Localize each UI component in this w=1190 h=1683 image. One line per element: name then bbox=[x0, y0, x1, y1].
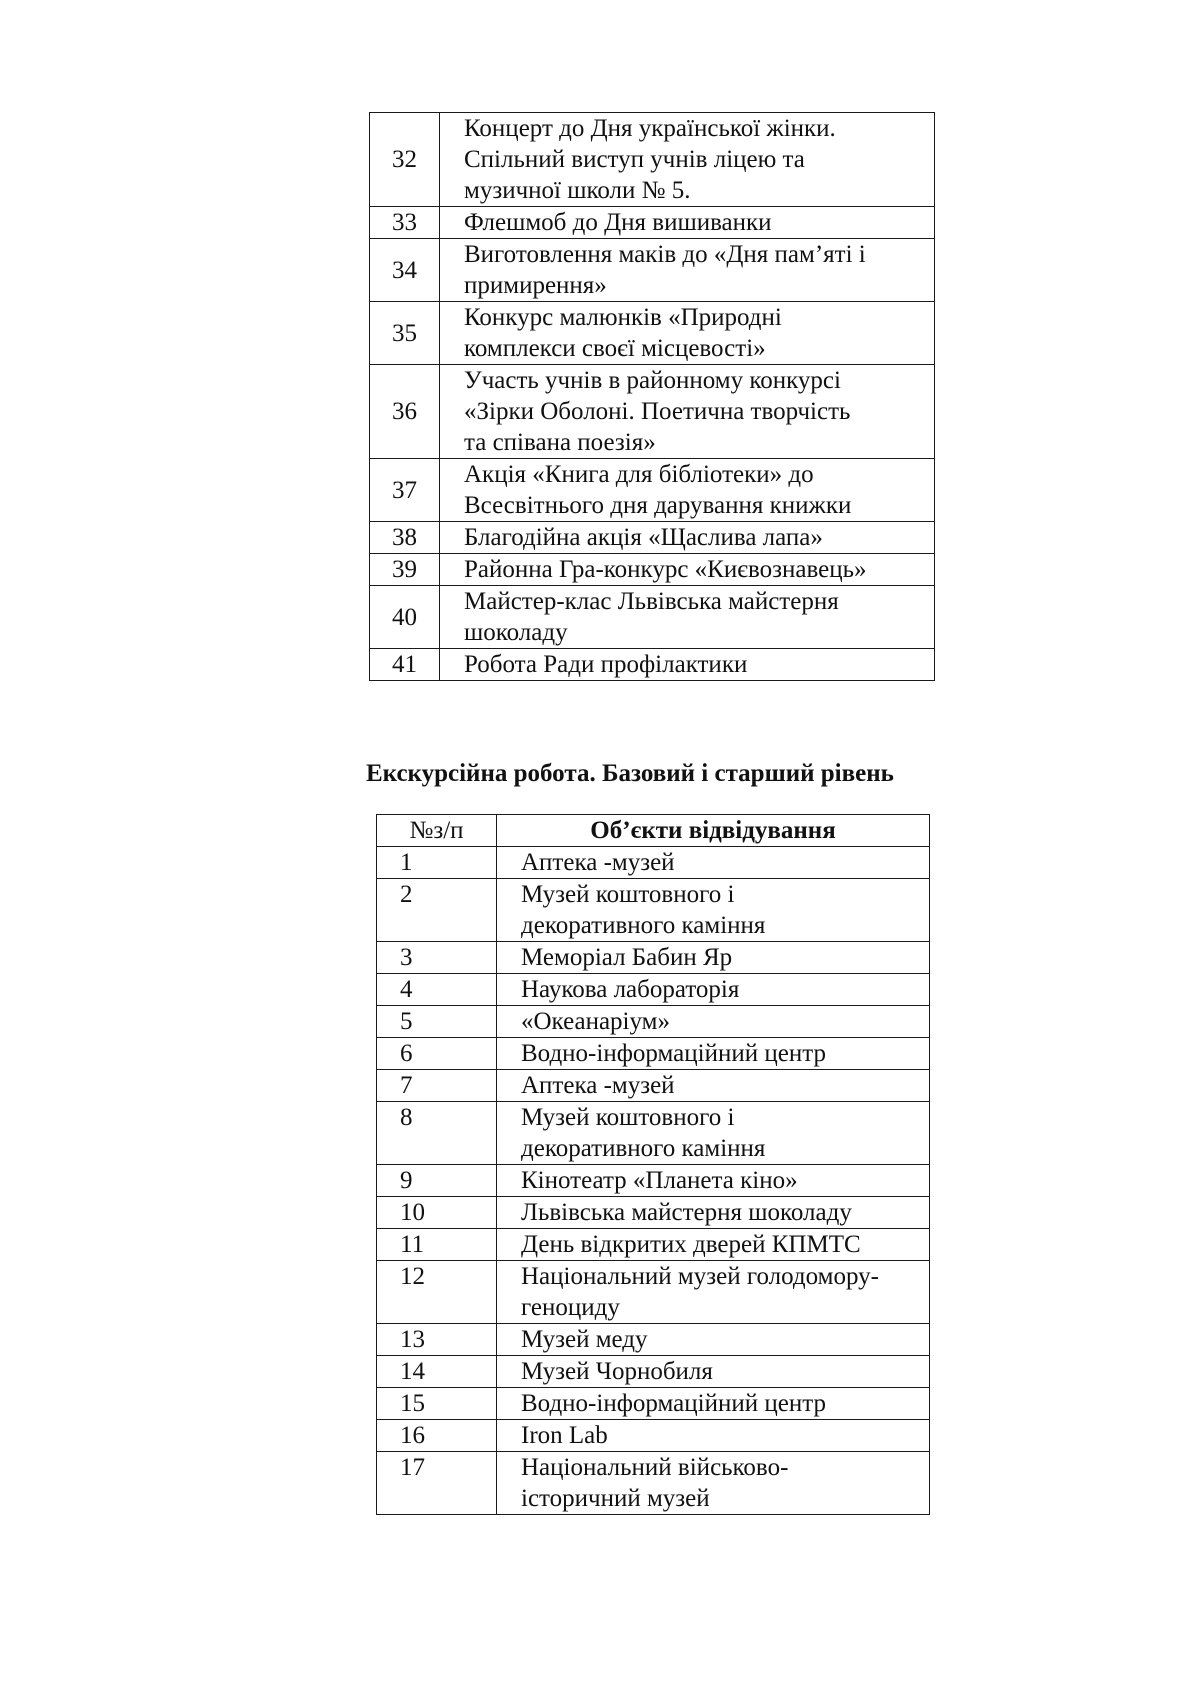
row-text bbox=[440, 554, 935, 586]
excursion-row bbox=[377, 1165, 930, 1197]
text-line: Районна Гра-конкурс «Києвознавець» bbox=[464, 556, 867, 583]
text-line: Акція «Книга для бібліотеки» до bbox=[464, 461, 814, 488]
header-row bbox=[377, 815, 930, 847]
row-text bbox=[440, 207, 935, 239]
row-text bbox=[497, 1038, 930, 1070]
row-number: 16 bbox=[377, 1420, 497, 1452]
text-line: Музей коштовного і bbox=[521, 881, 735, 908]
text-line: Музей Чорнобиля bbox=[521, 1358, 713, 1385]
row-number: 17 bbox=[377, 1452, 497, 1515]
activities-table-body bbox=[370, 113, 935, 681]
activity-row bbox=[370, 459, 935, 522]
activities-table bbox=[369, 112, 935, 681]
row-text bbox=[497, 942, 930, 974]
text-line: Музей меду bbox=[521, 1326, 648, 1353]
row-number: 15 bbox=[377, 1388, 497, 1420]
excursion-row bbox=[377, 942, 930, 974]
text-line: Благодійна акція «Щаслива лапа» bbox=[464, 524, 823, 551]
text-line: Аптека -музей bbox=[521, 1072, 675, 1099]
row-number: 11 bbox=[377, 1229, 497, 1261]
text-line: Водно-інформаційний центр bbox=[521, 1040, 826, 1067]
excursion-row bbox=[377, 1452, 930, 1515]
activity-row bbox=[370, 649, 935, 681]
excursion-row bbox=[377, 1388, 930, 1420]
row-text bbox=[497, 1356, 930, 1388]
excursion-row bbox=[377, 1102, 930, 1165]
excursion-row bbox=[377, 1070, 930, 1102]
row-number: 34 bbox=[370, 239, 440, 302]
row-number: 4 bbox=[377, 974, 497, 1006]
text-line: історичний музей bbox=[521, 1485, 710, 1512]
excursion-row bbox=[377, 879, 930, 942]
row-number: 6 bbox=[377, 1038, 497, 1070]
activity-row bbox=[370, 207, 935, 239]
excursion-row bbox=[377, 1261, 930, 1324]
text-line: Всесвітнього дня дарування книжки bbox=[464, 492, 852, 519]
activity-row bbox=[370, 113, 935, 207]
text-line: шоколаду bbox=[464, 619, 568, 646]
row-text bbox=[440, 239, 935, 302]
activity-row bbox=[370, 554, 935, 586]
text-line: геноциду bbox=[521, 1294, 620, 1321]
excursion-row bbox=[377, 1356, 930, 1388]
row-number: 36 bbox=[370, 365, 440, 459]
text-line: «Океанаріум» bbox=[521, 1008, 670, 1035]
row-number: 40 bbox=[370, 586, 440, 649]
text-line: декоративного каміння bbox=[521, 912, 766, 939]
text-line: День відкритих дверей КПМТС bbox=[521, 1231, 861, 1258]
excursion-row bbox=[377, 1324, 930, 1356]
row-number: 33 bbox=[370, 207, 440, 239]
excursions-table-body bbox=[377, 847, 930, 1515]
text-line: Виготовлення маків до «Дня пам’яті і bbox=[464, 241, 866, 268]
row-text bbox=[497, 1006, 930, 1038]
row-text bbox=[497, 1261, 930, 1324]
row-text bbox=[497, 847, 930, 879]
row-number: 5 bbox=[377, 1006, 497, 1038]
row-text bbox=[497, 974, 930, 1006]
row-number: 2 bbox=[377, 879, 497, 942]
text-line: Львівська майстерня шоколаду bbox=[521, 1199, 852, 1226]
row-text bbox=[440, 459, 935, 522]
row-number: 9 bbox=[377, 1165, 497, 1197]
row-text bbox=[497, 1165, 930, 1197]
text-line: Концерт до Дня української жінки. bbox=[464, 115, 836, 142]
excursion-row bbox=[377, 1420, 930, 1452]
excursion-row bbox=[377, 974, 930, 1006]
excursion-row bbox=[377, 1038, 930, 1070]
header-number: №з/п bbox=[377, 815, 497, 847]
activity-row bbox=[370, 365, 935, 459]
activity-row bbox=[370, 522, 935, 554]
row-text bbox=[497, 879, 930, 942]
row-number: 38 bbox=[370, 522, 440, 554]
row-number: 10 bbox=[377, 1197, 497, 1229]
row-number: 32 bbox=[370, 113, 440, 207]
text-line: «Зірки Оболоні. Поетична творчість bbox=[464, 398, 851, 425]
row-number: 1 bbox=[377, 847, 497, 879]
row-text bbox=[497, 1452, 930, 1515]
activity-row bbox=[370, 302, 935, 365]
excursions-table-header bbox=[377, 815, 930, 847]
text-line: Флешмоб до Дня вишиванки bbox=[464, 209, 772, 236]
text-line: Робота Ради профілактики bbox=[464, 651, 748, 678]
activity-row bbox=[370, 239, 935, 302]
row-text bbox=[497, 1420, 930, 1452]
row-number: 35 bbox=[370, 302, 440, 365]
row-number: 7 bbox=[377, 1070, 497, 1102]
excursion-row bbox=[377, 1197, 930, 1229]
text-line: Наукова лабораторія bbox=[521, 976, 740, 1003]
row-number: 37 bbox=[370, 459, 440, 522]
row-number: 39 bbox=[370, 554, 440, 586]
text-line: комплекси своєї місцевості» bbox=[464, 335, 766, 362]
text-line: Національний військово- bbox=[521, 1454, 789, 1481]
row-number: 14 bbox=[377, 1356, 497, 1388]
row-number: 41 bbox=[370, 649, 440, 681]
text-line: Меморіал Бабин Яр bbox=[521, 944, 733, 971]
text-line: Майстер-клас Львівська майстерня bbox=[464, 588, 839, 615]
row-text bbox=[440, 113, 935, 207]
activity-row bbox=[370, 586, 935, 649]
text-line: декоративного каміння bbox=[521, 1135, 766, 1162]
text-line: Кінотеатр «Планета кіно» bbox=[521, 1167, 798, 1194]
excursion-row bbox=[377, 847, 930, 879]
row-number: 3 bbox=[377, 942, 497, 974]
text-line: Конкурс малюнків «Природні bbox=[464, 304, 782, 331]
section-title: Екскурсійна робота. Базовий і старший рівень bbox=[366, 760, 894, 787]
row-text bbox=[440, 522, 935, 554]
header-objects: Об’єкти відвідування bbox=[497, 815, 930, 847]
text-line: Участь учнів в районному конкурсі bbox=[464, 367, 841, 394]
row-text bbox=[440, 586, 935, 649]
row-text bbox=[440, 302, 935, 365]
text-line: Iron Lab bbox=[521, 1422, 608, 1449]
text-line: Спільний виступ учнів ліцею та bbox=[464, 146, 805, 173]
text-line: Національний музей голодомору- bbox=[521, 1263, 879, 1290]
excursions-table bbox=[376, 814, 930, 1515]
text-line: Аптека -музей bbox=[521, 849, 675, 876]
row-number: 13 bbox=[377, 1324, 497, 1356]
row-text bbox=[497, 1102, 930, 1165]
row-text bbox=[497, 1324, 930, 1356]
text-line: та співана поезія» bbox=[464, 429, 656, 456]
text-line: музичної школи № 5. bbox=[464, 177, 691, 204]
row-number: 8 bbox=[377, 1102, 497, 1165]
excursion-row bbox=[377, 1006, 930, 1038]
row-text bbox=[497, 1229, 930, 1261]
row-number: 12 bbox=[377, 1261, 497, 1324]
text-line: Водно-інформаційний центр bbox=[521, 1390, 826, 1417]
row-text bbox=[497, 1388, 930, 1420]
text-line: примирення» bbox=[464, 272, 607, 299]
row-text bbox=[440, 649, 935, 681]
excursion-row bbox=[377, 1229, 930, 1261]
row-text bbox=[440, 365, 935, 459]
row-text bbox=[497, 1197, 930, 1229]
row-text bbox=[497, 1070, 930, 1102]
text-line: Музей коштовного і bbox=[521, 1104, 735, 1131]
